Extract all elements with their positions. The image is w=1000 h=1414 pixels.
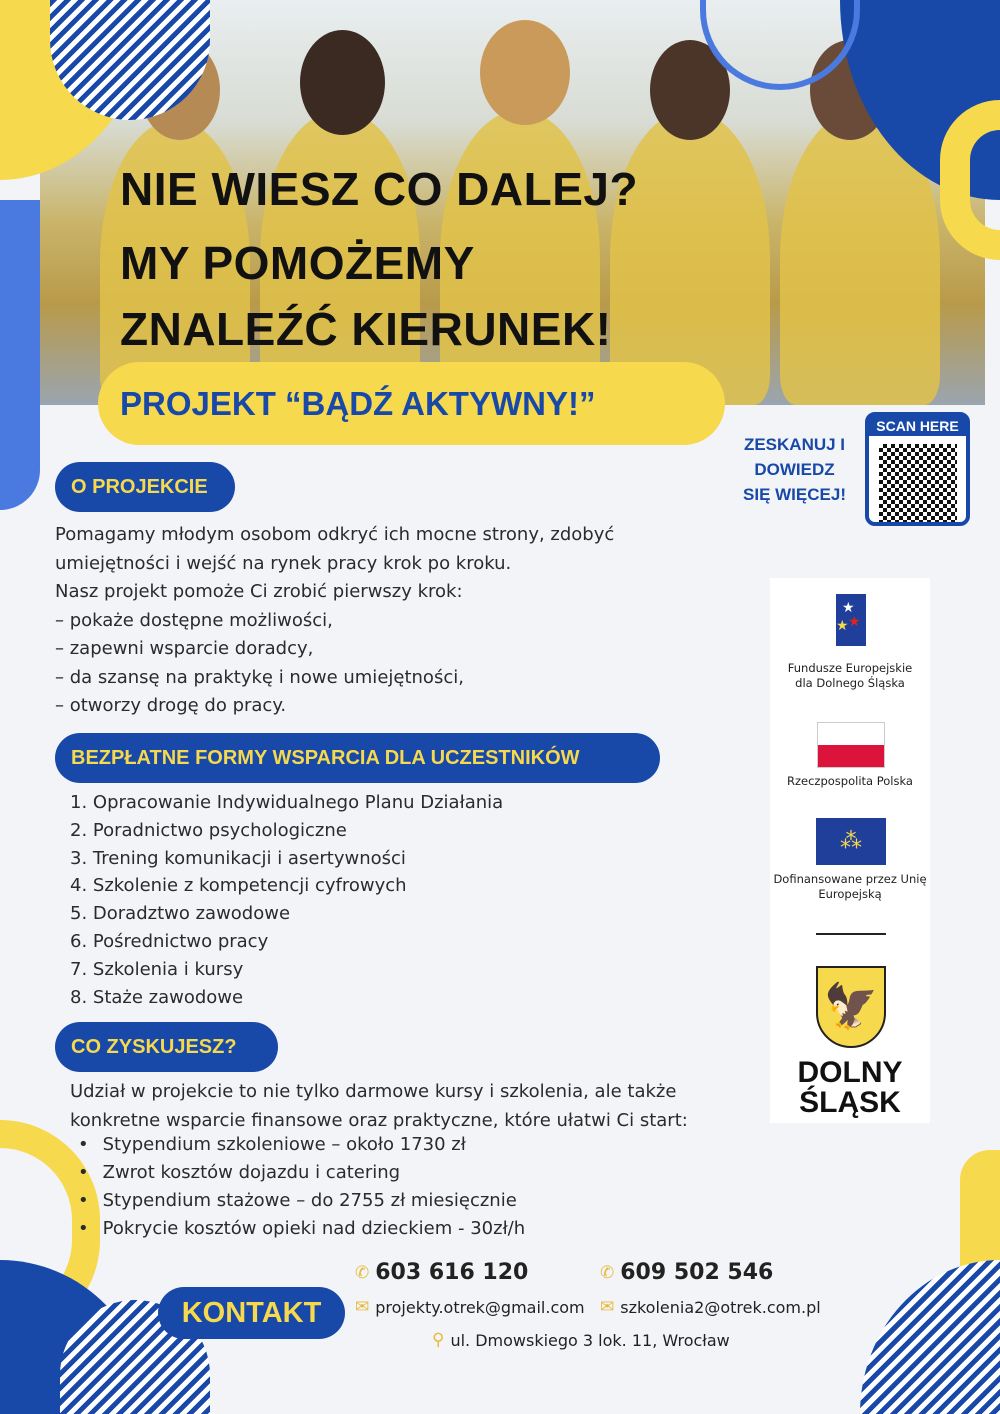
- phone-icon: ✆: [600, 1262, 615, 1283]
- address-text: ul. Dmowskiego 3 lok. 11, Wrocław: [450, 1330, 730, 1350]
- benefits-list: [70, 1134, 525, 1246]
- phone-2[interactable]: [600, 1260, 773, 1285]
- qr-cta-line: SIĘ WIĘCEJ!: [743, 485, 846, 504]
- benefits-heading-text: CO ZYSKUJESZ?: [71, 1035, 237, 1058]
- contact-badge: [158, 1287, 345, 1339]
- list-item: 2. Poradnictwo psychologiczne: [70, 819, 347, 841]
- phone-icon: ✆: [355, 1262, 370, 1283]
- mail-icon: ✉: [600, 1297, 615, 1317]
- support-heading: [55, 733, 660, 783]
- poland-text: Rzeczpospolita Polska: [787, 774, 913, 788]
- dolny-slask-coat-of-arms: 🦅: [816, 966, 886, 1048]
- list-item: 6. Pośrednictwo pracy: [70, 930, 269, 952]
- list-item: 3. Trening komunikacji i asertywności: [70, 847, 406, 869]
- wordmark-line: ŚLĄSK: [799, 1086, 901, 1119]
- support-heading-text: BEZPŁATNE FORMY WSPARCIA DLA UCZESTNIKÓW: [71, 746, 580, 769]
- about-heading: [55, 462, 235, 512]
- email-2-text: szkolenia2@otrek.com.pl: [620, 1297, 821, 1317]
- list-item: • Stypendium szkoleniowe – około 1730 zł: [70, 1134, 525, 1162]
- benefits-intro-line: Udział w projekcie to nie tylko darmowe kursy i szkolenia, ale także: [70, 1081, 677, 1102]
- wordmark-line: DOLNY: [797, 1056, 903, 1089]
- contact-label: KONTAKT: [181, 1296, 322, 1329]
- phone-1[interactable]: [355, 1260, 528, 1285]
- qr-code-box[interactable]: [865, 412, 970, 526]
- about-line: – zapewni wsparcie doradcy,: [55, 638, 314, 659]
- list-item: • Zwrot kosztów dojazdu i catering: [70, 1162, 525, 1190]
- about-line: umiejętności i wejść na rynek pracy krok po kroku.: [55, 552, 512, 574]
- about-line: – otworzy drogę do pracy.: [55, 695, 287, 716]
- email-1[interactable]: [355, 1297, 585, 1317]
- fe-logo-text: Fundusze Europejskie dla Dolnego Śląska: [787, 661, 913, 690]
- qr-cta-line: ZESKANUJ I: [743, 435, 846, 454]
- list-item: • Stypendium stażowe – do 2755 zł miesięcznie: [70, 1190, 525, 1218]
- phone-2-text: 609 502 546: [620, 1260, 774, 1285]
- qr-code: [879, 444, 957, 522]
- headline-line-3: ZNALEŹĆ KIERUNEK!: [120, 303, 612, 355]
- about-text: [55, 521, 614, 721]
- benefits-intro: [70, 1078, 688, 1135]
- about-heading-text: O PROJEKCIE: [71, 475, 208, 498]
- decor-bar: [0, 200, 40, 510]
- list-item: 4. Szkolenie z kompetencji cyfrowych: [70, 875, 407, 897]
- about-line: Pomagamy młodym osobom odkryć ich mocne strony, zdobyć: [55, 524, 615, 545]
- logos-panel: [770, 578, 930, 1123]
- eu-text: Dofinansowane przez Unię Europejską: [773, 872, 927, 901]
- poland-flag: [817, 722, 885, 768]
- qr-label: SCAN HERE: [869, 416, 966, 436]
- benefits-intro-line: konkretne wsparcie finansowe oraz praktyczne, które ułatwi Ci start:: [70, 1109, 688, 1131]
- dolny-slask-wordmark: [770, 1058, 930, 1118]
- divider: [816, 933, 886, 935]
- list-item: 7. Szkolenia i kursy: [70, 958, 244, 980]
- qr-cta-line: DOWIEDZ: [754, 460, 835, 479]
- fe-logo: ★ ★ ★: [836, 594, 866, 646]
- list-item: 5. Doradztwo zawodowe: [70, 903, 291, 925]
- list-item: 8. Staże zawodowe: [70, 986, 244, 1008]
- about-line: Nasz projekt pomoże Ci zrobić pierwszy krok:: [55, 581, 463, 602]
- phone-1-text: 603 616 120: [375, 1260, 529, 1285]
- headline-line-2: MY POMOŻEMY: [120, 237, 475, 289]
- email-2[interactable]: [600, 1297, 821, 1317]
- about-line: – pokaże dostępne możliwości,: [55, 609, 333, 631]
- support-list: [70, 792, 503, 1014]
- email-1-text: projekty.otrek@gmail.com: [375, 1297, 585, 1317]
- headline-line-1: NIE WIESZ CO DALEJ?: [120, 163, 639, 215]
- location-pin-icon: ⚲: [432, 1330, 445, 1350]
- eu-flag: ⁂: [816, 818, 886, 865]
- qr-cta: [732, 432, 857, 507]
- benefits-heading: [55, 1022, 278, 1072]
- about-line: – da szansę na praktykę i nowe umiejętności,: [55, 666, 464, 688]
- list-item: 1. Opracowanie Indywidualnego Planu Działania: [70, 792, 504, 813]
- mail-icon: ✉: [355, 1297, 370, 1317]
- decor-circle: [860, 1260, 1000, 1414]
- list-item: • Pokrycie kosztów opieki nad dzieckiem - 30zł/h: [70, 1218, 525, 1246]
- project-name-banner: [98, 362, 725, 445]
- address: [432, 1330, 730, 1350]
- project-name: PROJEKT “BĄDŹ AKTYWNY!”: [120, 384, 596, 422]
